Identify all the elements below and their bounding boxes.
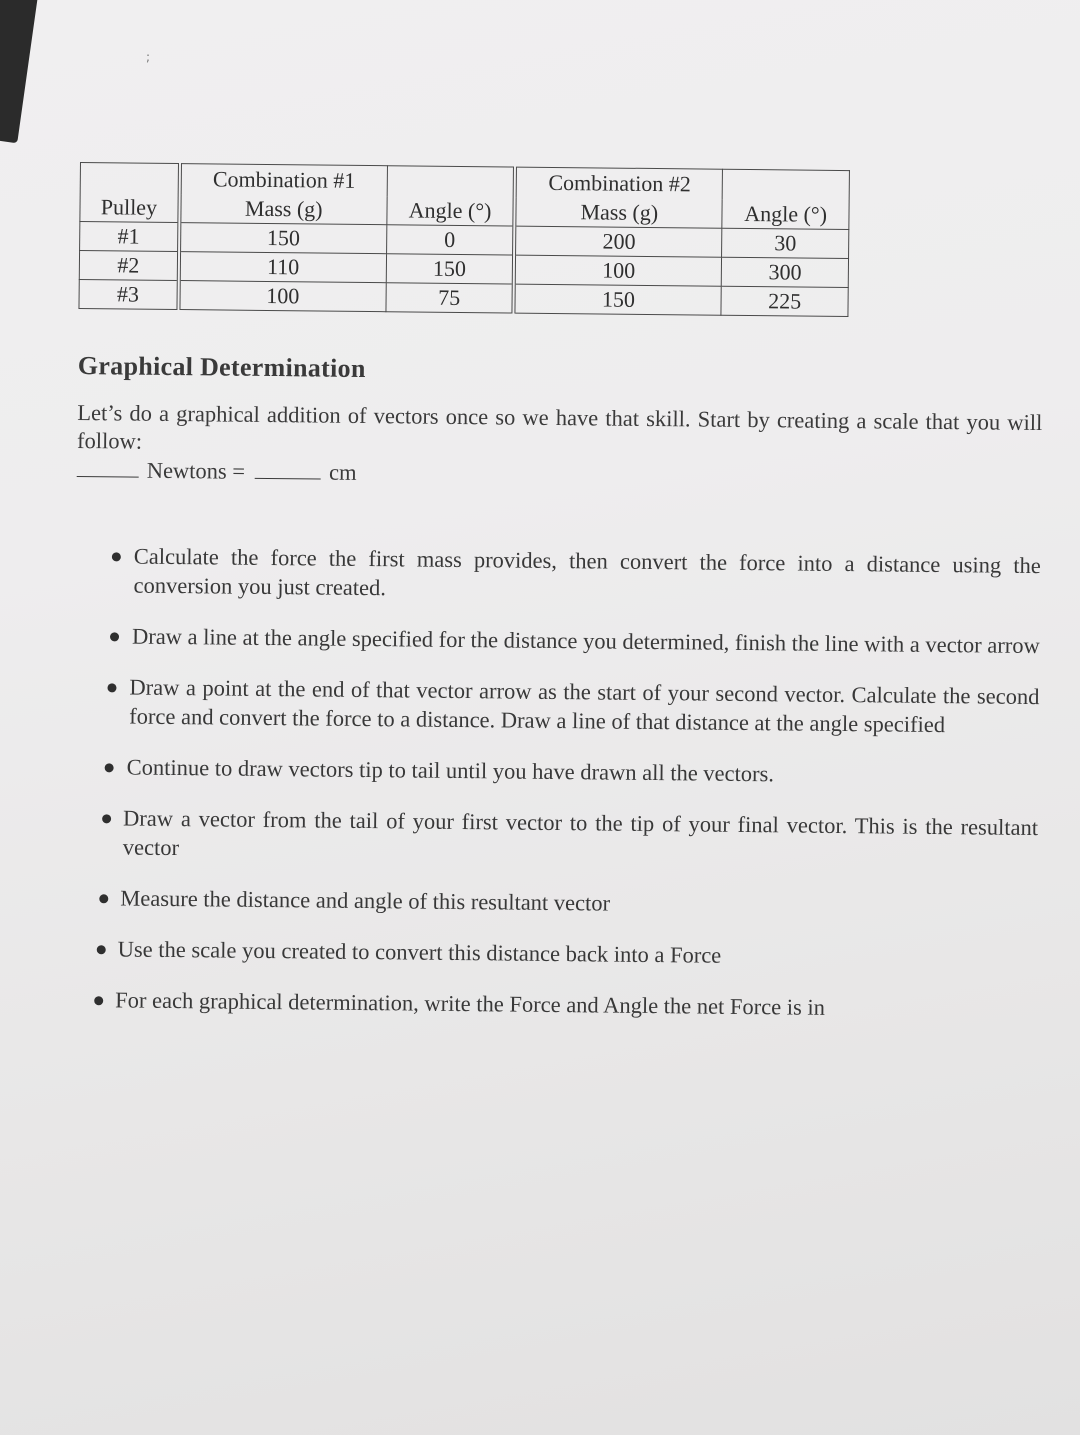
mass-2-cell: 100 [514, 255, 722, 286]
angle-2-header: Angle (°) [722, 200, 849, 230]
mass-1-cell: 100 [178, 281, 386, 312]
angle-1-cell: 150 [386, 254, 514, 284]
mass-2-header: Mass (g) [515, 198, 723, 229]
pulley-cell: #3 [79, 279, 179, 309]
bullet-icon [97, 945, 106, 954]
step-text: Use the scale you created to convert this distance back into a Force [117, 936, 722, 968]
section-title: Graphical Determination [77, 350, 366, 384]
step-text: For each graphical determination, write the Force and Angle the net Force is in [115, 987, 826, 1020]
intro-paragraph: Let’s do a graphical addition of vectors once so we have that skill. Start by creating a scale that you will follow: [76, 399, 1043, 454]
background-shadow [0, 0, 42, 143]
mass-2-cell: 200 [514, 226, 722, 257]
bullet-icon [99, 894, 108, 903]
bullet-icon [94, 996, 103, 1005]
list-item [72, 934, 1037, 973]
mass-1-header: Mass (g) [179, 194, 387, 225]
bullet-icon [112, 552, 121, 561]
table-corner-cell [80, 163, 180, 195]
combination-2-header: Combination #2 [515, 167, 723, 200]
cm-label: cm [328, 459, 357, 485]
combination-2-spacer [722, 169, 849, 201]
pulley-header: Pulley [80, 193, 180, 223]
bullet-icon [105, 763, 114, 772]
list-item [71, 985, 1036, 1024]
list-item [74, 752, 1039, 791]
mass-1-cell: 110 [179, 252, 387, 283]
step-text: Measure the distance and angle of this resultant vector [120, 885, 611, 916]
bullet-icon [102, 814, 111, 823]
bullet-icon [107, 683, 116, 692]
list-item [74, 672, 1040, 740]
step-text: Draw a point at the end of that vector arrow as the start of your second vector. Calculate the second force and convert the force to a distance. Draw a line of that distance at the angle specified [129, 674, 1040, 738]
list-item [75, 541, 1041, 609]
angle-1-cell: 75 [386, 283, 514, 313]
angle-1-header: Angle (°) [387, 196, 515, 226]
step-text: Draw a line at the angle specified for the distance you determined, finish the line with a vector arrow [131, 623, 1040, 659]
bullet-icon [110, 632, 119, 641]
angle-2-cell: 300 [722, 257, 849, 287]
mass-2-cell: 150 [514, 284, 722, 315]
pulley-cell: #1 [80, 222, 180, 252]
combination-1-header: Combination #1 [179, 164, 387, 197]
list-item [75, 621, 1040, 660]
instruction-list [71, 541, 1041, 1024]
list-item [73, 803, 1039, 871]
angle-2-cell: 225 [721, 286, 848, 316]
newtons-blank [77, 475, 139, 478]
step-text: Continue to draw vectors tip to tail until you have drawn all the vectors. [126, 754, 775, 787]
angle-1-cell: 0 [386, 225, 514, 255]
list-item [72, 883, 1037, 922]
cm-blank [255, 477, 321, 480]
combination-1-spacer [387, 166, 515, 198]
pulley-cell: #2 [79, 251, 179, 281]
mass-1-cell: 150 [179, 223, 387, 254]
document-content [71, 162, 1045, 1046]
pulley-data-table [78, 162, 849, 317]
newtons-label: Newtons = [146, 457, 246, 484]
step-text: Calculate the force the first mass provides, then convert the force into a distance using the conversion you just created. [133, 543, 1041, 601]
angle-2-cell: 30 [722, 228, 849, 258]
step-text: Draw a vector from the tail of your first vector to the tip of your final vector. This is the resultant vector [122, 805, 1039, 861]
page-mark: ; [146, 50, 151, 64]
